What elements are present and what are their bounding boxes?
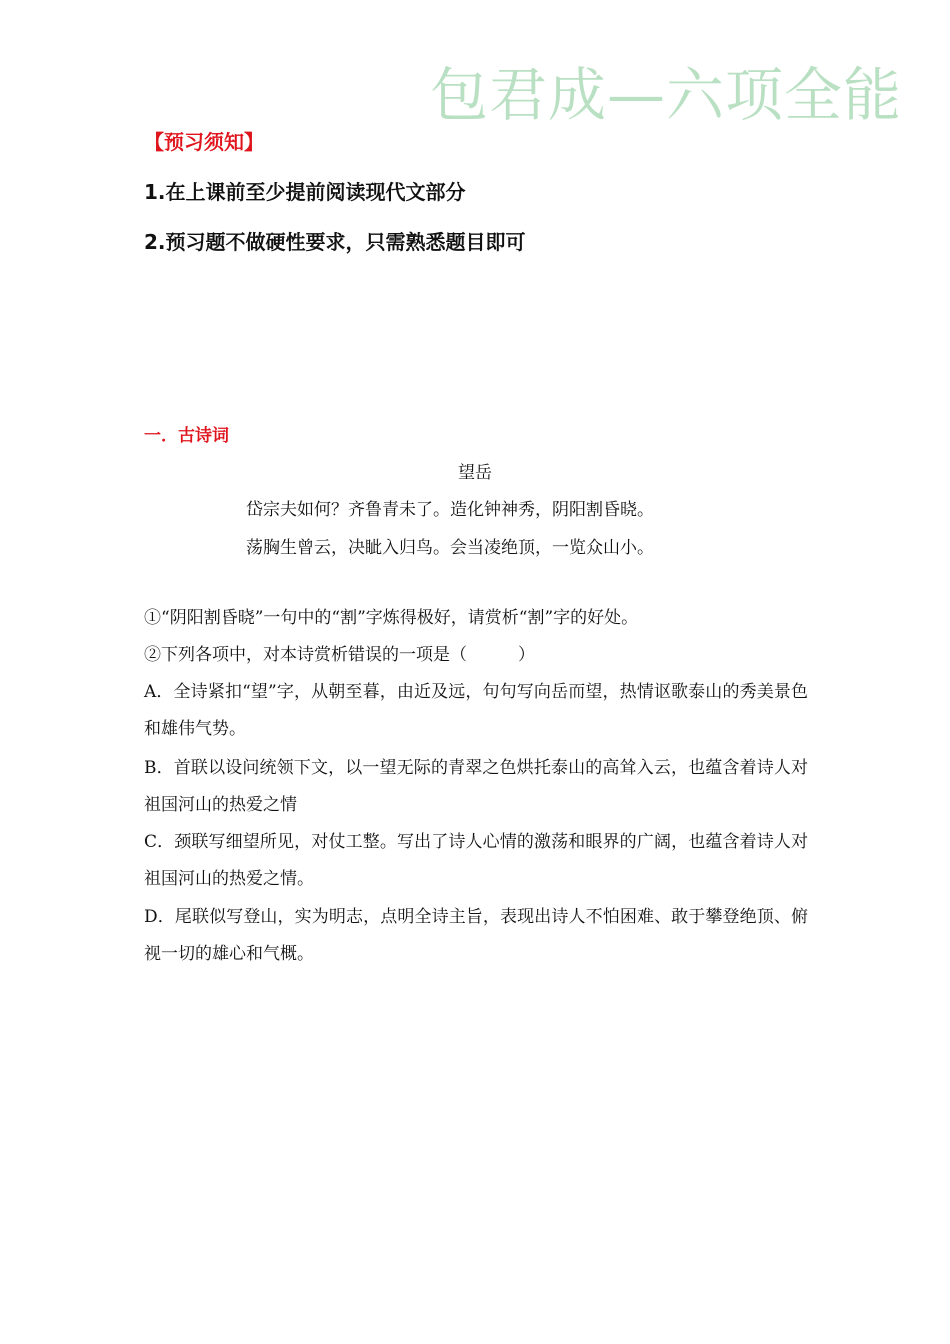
notice-title: 【预习须知】	[144, 130, 264, 154]
notice-item: 1.在上课前至少提前阅读现代文部分	[144, 180, 466, 204]
question-1: ①“阴阳割昏晓”一句中的“割”字炼得极好，请赏析“割”字的好处。	[144, 608, 639, 628]
poem-line: 岱宗夫如何？齐鲁青未了。造化钟神秀，阴阳割昏晓。	[246, 500, 654, 520]
watermark: 包君成—六项全能	[430, 61, 903, 129]
option-b: B．首联以设问统领下文，以一望无际的青翠之色烘托泰山的高耸入云，也蕴含着诗人对祖国河山的热爱之情	[144, 758, 808, 815]
question-2: ②下列各项中，对本诗赏析错误的一项是（ ）	[144, 645, 535, 665]
option-a: A．全诗紧扣“望”字，从朝至暮，由近及远，句句写向岳而望，热情讴歌泰山的秀美景色和雄伟气势。	[144, 682, 808, 739]
poem-line: 荡胸生曾云，决眦入归鸟。会当凌绝顶，一览众山小。	[246, 538, 654, 558]
option-c: C．颈联写细望所见，对仗工整。写出了诗人心情的激荡和眼界的广阔，也蕴含着诗人对祖国河山的热爱之情。	[144, 832, 808, 889]
notice-item: 2.预习题不做硬性要求，只需熟悉题目即可	[144, 230, 526, 254]
section-heading: 一．古诗词	[144, 426, 229, 446]
poem-title: 望岳	[458, 463, 492, 483]
option-d: D．尾联似写登山，实为明志，点明全诗主旨，表现出诗人不怕困难、敢于攀登绝顶、俯视一切的雄心和气概。	[144, 907, 808, 964]
